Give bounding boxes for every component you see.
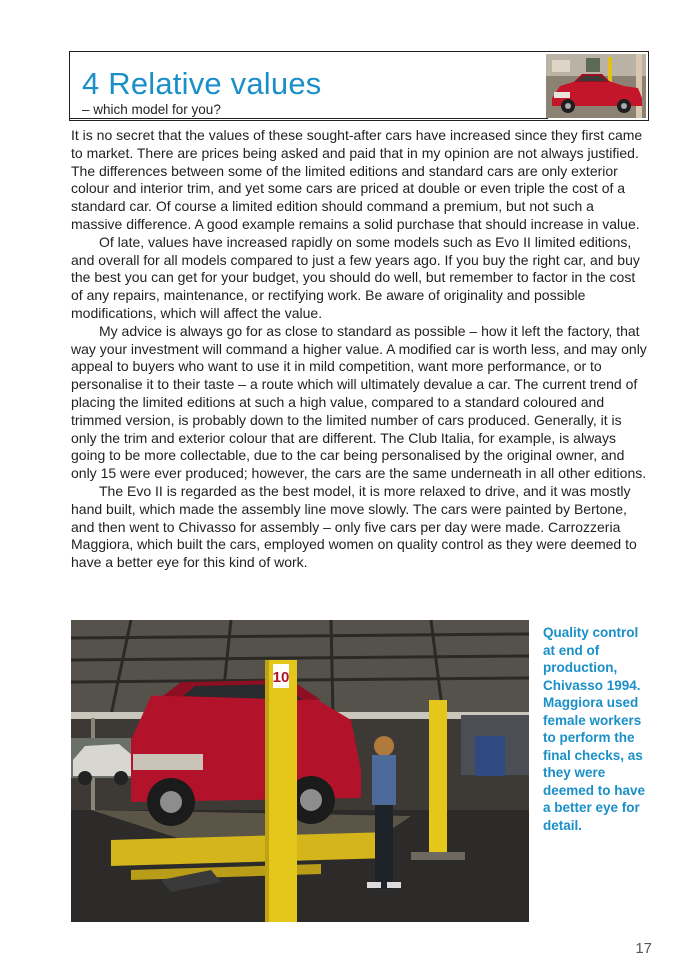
body-paragraph: Of late, values have increased rapidly on some models such as Evo II limited editions, and overall for all models compared to just a few years ago. If you buy the right car, and buy the best you can get for your budget, you should do well, but remember to factor in the cost of any repairs, maintenance, or rectifying work. Be aware of originality and possible modifications, which will affect the value. — [71, 233, 640, 321]
body-paragraph: It is no secret that the values of these sought-after cars have increased since they first came to market. There are prices being asked and paid that in my opinion are not always justified. The differences between some of the limited editions and standard cars are only exterior colour and interior trim, and yet some cars are priced at double or even triple the cost of a standard car. Of course a limited edition should command a premium, but not such a massive difference. A good example remains a solid purchase that should increase in value. — [71, 127, 643, 232]
chapter-header — [69, 51, 649, 121]
page-number: 17 — [635, 940, 652, 957]
pillar-number-label: 10 — [272, 669, 290, 686]
chapter-title: 4 Relative values — [82, 66, 322, 101]
header-car-photo — [546, 54, 646, 118]
factory-photo — [71, 620, 529, 922]
body-paragraph: The Evo II is regarded as the best model, it is more relaxed to drive, and it was mostly hand built, which made the assembly line move slowly. The cars were painted by Bertone, and then went to Chivasso for assembly – only five cars per day were made. Carrozzeria Maggiora, which built the cars, employed women on quality control as they were deemed to have a better eye for this kind of work. — [71, 482, 637, 571]
chapter-subtitle: – which model for you? — [82, 102, 221, 117]
article-body — [71, 127, 649, 572]
body-paragraph: My advice is always go for as close to standard as possible – how it left the factory, that way your investment will command a higher value. A modified car is worth less, and may only appeal to buyers who want to use it in mild competition, want more performance, or to personalise it to their taste – a route which will ultimately devalue a car. The current trend of placing the limited editions at such a high value, compared to a standard coloured and trimmed version, is probably down to the limited number of cars produced. Generally, it is only the trim and exterior colour that are different. The Club Italia, for example, is always going to be more collectable, due to the car being personalised by the original owner, and only 15 were ever produced; however, the cars are the same underneath in all other editions. — [71, 322, 647, 482]
header-divider — [70, 118, 548, 119]
photo-caption: Quality control at end of production, Chivasso 1994. Maggiora used female workers to perform the final checks, as they were deemed to have a better eye for detail. — [543, 625, 646, 833]
